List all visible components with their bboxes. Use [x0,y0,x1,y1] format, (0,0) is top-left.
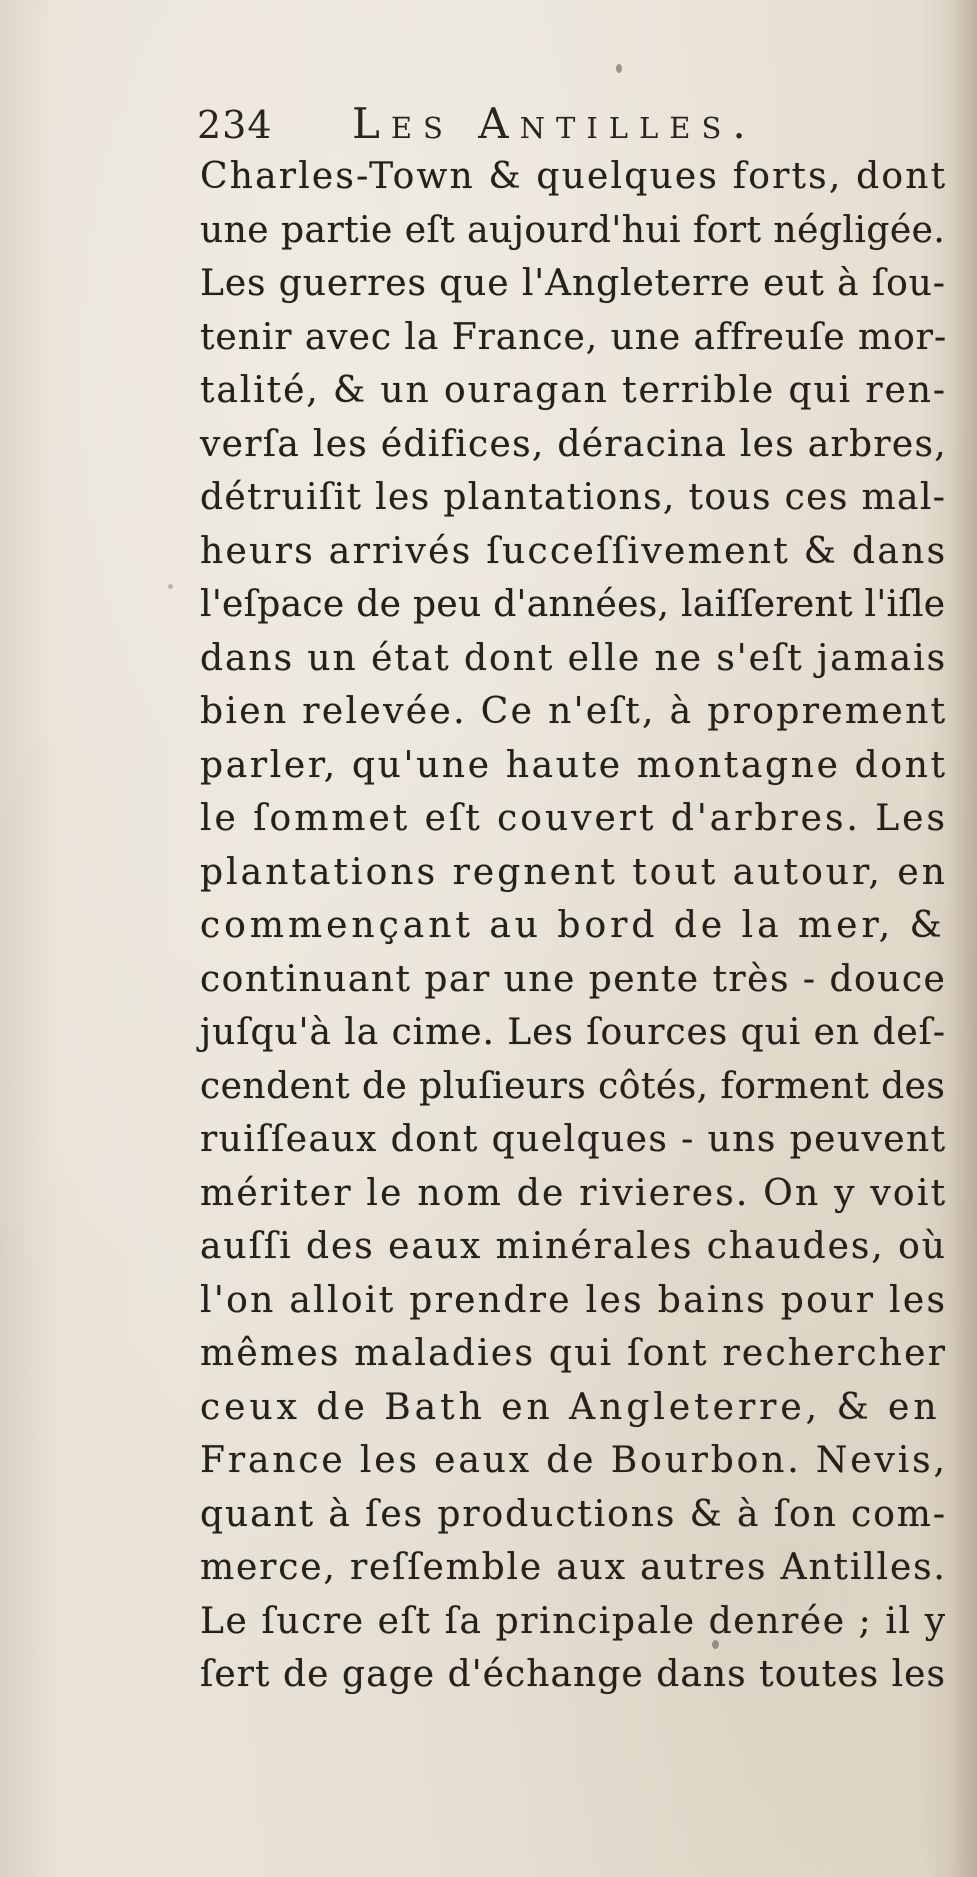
text-line: verſa les édifices, déracina les arbres, [200,423,948,465]
text-line: commençant au bord de la mer, & [200,905,946,946]
text-line: détruiſit les plantations, tous ces mal- [200,477,947,518]
text-line: dans un état dont elle ne s'eſt jamais [200,637,948,679]
text-line: plantations regnent tout autour, en [200,851,948,893]
ink-speck-top [616,64,622,73]
text-line: France les eaux de Bourbon. Nevis, [200,1440,948,1481]
text-line: talité, & un ouragan terrible qui ren- [200,370,947,411]
text-line: bien relevée. Ce n'eſt, à proprement [200,691,948,732]
running-title: Les Antilles. [352,99,757,148]
text-line: ruiſſeaux dont quelques - uns peuvent [200,1119,947,1160]
text-line: quant à ſes productions & à ſon com- [200,1493,947,1535]
text-line: l'eſpace de peu d'années, laiſſerent l'iſle [200,584,946,625]
text-line: auſſi des eaux minérales chaudes, où [200,1226,947,1267]
body-text [200,150,970,1702]
text-line: mêmes maladies qui ſont rechercher [200,1333,948,1374]
text-line: tenir avec la France, une affreuſe mor- [200,316,948,358]
text-line: continuant par une pente très - douce [200,958,947,1000]
text-line: Charles-Town & quelques forts, dont [200,156,948,197]
text-line: parler, qu'une haute montagne dont [200,744,948,786]
page-header [197,95,957,157]
text-line: ceux de Bath en Angleterre, & en [200,1386,941,1428]
text-line: Le ſucre eſt ſa principale denrée ; il y [200,1600,947,1642]
page-number: 234 [197,103,273,147]
text-line: ſert de gage d'échange dans toutes les [200,1654,947,1695]
ink-speck-margin [168,584,173,589]
text-line: heurs arrivés ſucceſſivement & dans [200,530,948,572]
text-line: le ſommet eſt couvert d'arbres. Les [200,798,948,839]
text-line: cendent de pluſieurs côtés, forment des [200,1065,946,1107]
text-line: l'on alloit prendre les bains pour les [200,1279,948,1321]
text-line: juſqu'à la cime. Les ſources qui en deſ- [200,1012,946,1053]
text-line: mériter le nom de rivieres. On y voit [200,1172,948,1214]
text-line: Les guerres que l'Angleterre eut à ſou- [200,263,946,304]
text-line: merce, reſſemble aux autres Antilles. [200,1547,947,1588]
text-line: une partie eſt aujourd'hui fort négligée. [200,209,946,251]
